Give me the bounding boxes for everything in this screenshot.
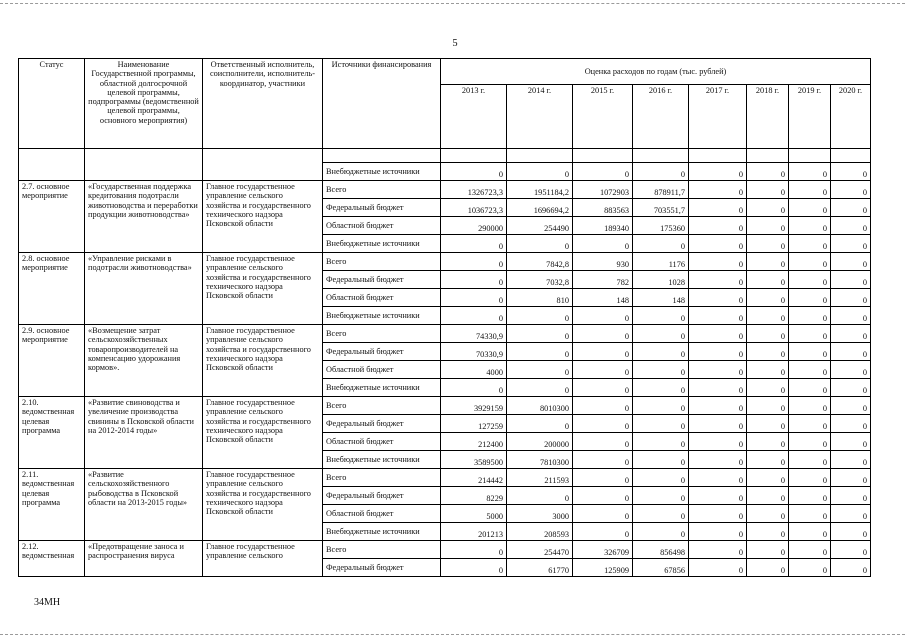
budget-table bbox=[18, 58, 871, 577]
value-cell: 878911,7 bbox=[633, 181, 689, 199]
value-cell: 0 bbox=[441, 559, 507, 577]
value-cell: 0 bbox=[689, 523, 747, 541]
value-cell: 0 bbox=[689, 487, 747, 505]
value-cell: 211593 bbox=[507, 469, 573, 487]
value-cell: 0 bbox=[689, 235, 747, 253]
value-cell: 0 bbox=[747, 379, 789, 397]
value-cell: 0 bbox=[441, 163, 507, 181]
source-cell: Внебюджетные источники bbox=[323, 451, 441, 469]
value-cell: 0 bbox=[633, 523, 689, 541]
value-cell: 0 bbox=[633, 235, 689, 253]
value-cell: 70330,9 bbox=[441, 343, 507, 361]
table-row bbox=[19, 253, 871, 271]
responsible-cell: Главное государственное управление сельского хозяйства и государственного технического надзора Псковской области bbox=[203, 397, 323, 469]
source-cell: Федеральный бюджет bbox=[323, 415, 441, 433]
source-cell: Федеральный бюджет bbox=[323, 271, 441, 289]
value-cell: 0 bbox=[573, 163, 633, 181]
source-cell: Областной бюджет bbox=[323, 217, 441, 235]
value-cell: 0 bbox=[689, 433, 747, 451]
value-cell: 0 bbox=[789, 163, 831, 181]
value-cell: 0 bbox=[747, 343, 789, 361]
value-cell: 0 bbox=[689, 289, 747, 307]
value-cell: 0 bbox=[747, 433, 789, 451]
value-cell: 0 bbox=[689, 217, 747, 235]
header-responsible: Ответственный исполнитель, соисполнители, исполнитель-координатор, участники bbox=[203, 59, 323, 149]
value-cell: 0 bbox=[789, 415, 831, 433]
value-cell: 0 bbox=[789, 379, 831, 397]
scan-edge-top bbox=[0, 3, 905, 4]
value-cell: 0 bbox=[789, 199, 831, 217]
value-cell: 0 bbox=[789, 217, 831, 235]
value-cell: 0 bbox=[747, 271, 789, 289]
source-cell: Всего bbox=[323, 325, 441, 343]
budget-body bbox=[19, 149, 871, 577]
value-cell: 0 bbox=[507, 325, 573, 343]
page-number: 5 bbox=[452, 38, 458, 49]
table-row bbox=[19, 469, 871, 487]
value-cell: 0 bbox=[507, 487, 573, 505]
value-cell: 0 bbox=[633, 163, 689, 181]
value-cell: 127259 bbox=[441, 415, 507, 433]
value-cell: 0 bbox=[689, 271, 747, 289]
status-cell: 2.12. ведомственная bbox=[19, 541, 85, 577]
value-cell: 254470 bbox=[507, 541, 573, 559]
value-cell: 0 bbox=[441, 253, 507, 271]
value-cell: 0 bbox=[633, 505, 689, 523]
footer-code: 34МН bbox=[34, 597, 61, 608]
value-cell: 0 bbox=[633, 487, 689, 505]
value-cell: 0 bbox=[831, 487, 871, 505]
value-cell: 0 bbox=[831, 163, 871, 181]
value-cell: 0 bbox=[831, 433, 871, 451]
value-cell: 0 bbox=[831, 541, 871, 559]
header-year: 2015 г. bbox=[573, 85, 633, 149]
value-cell: 5000 bbox=[441, 505, 507, 523]
value-cell: 0 bbox=[831, 469, 871, 487]
value-cell: 0 bbox=[573, 397, 633, 415]
value-cell: 0 bbox=[747, 199, 789, 217]
value-cell: 0 bbox=[747, 523, 789, 541]
value-cell: 782 bbox=[573, 271, 633, 289]
value-cell: 0 bbox=[831, 325, 871, 343]
value-cell: 0 bbox=[789, 307, 831, 325]
value-cell: 0 bbox=[689, 199, 747, 217]
value-cell: 0 bbox=[633, 397, 689, 415]
value-cell: 0 bbox=[573, 379, 633, 397]
responsible-cell: Главное государственное управление сельского хозяйства и государственного технического надзора Псковской области bbox=[203, 253, 323, 325]
value-cell: 0 bbox=[689, 559, 747, 577]
scan-edge-bottom bbox=[0, 634, 905, 635]
value-cell: 0 bbox=[747, 361, 789, 379]
value-cell: 0 bbox=[831, 379, 871, 397]
value-cell: 4000 bbox=[441, 361, 507, 379]
program-name-cell: «Развитие сельскохозяйственного рыбоводства в Псковской области на 2013-2015 годы» bbox=[85, 469, 203, 541]
source-cell: Федеральный бюджет bbox=[323, 343, 441, 361]
value-cell: 0 bbox=[633, 469, 689, 487]
value-cell: 0 bbox=[507, 307, 573, 325]
value-cell: 0 bbox=[507, 415, 573, 433]
responsible-cell: Главное государственное управление сельского хозяйства и государственного технического надзора Псковской области bbox=[203, 469, 323, 541]
value-cell: 0 bbox=[747, 235, 789, 253]
value-cell: 810 bbox=[507, 289, 573, 307]
value-cell: 0 bbox=[689, 397, 747, 415]
value-cell: 0 bbox=[789, 325, 831, 343]
value-cell: 0 bbox=[831, 307, 871, 325]
value-cell: 0 bbox=[441, 289, 507, 307]
source-cell: Федеральный бюджет bbox=[323, 559, 441, 577]
source-cell: Внебюджетные источники bbox=[323, 163, 441, 181]
value-cell: 0 bbox=[789, 397, 831, 415]
status-cell: 2.9. основное мероприятие bbox=[19, 325, 85, 397]
value-cell: 1072903 bbox=[573, 181, 633, 199]
value-cell: 0 bbox=[573, 325, 633, 343]
value-cell: 1951184,2 bbox=[507, 181, 573, 199]
source-cell: Областной бюджет bbox=[323, 505, 441, 523]
value-cell: 0 bbox=[789, 271, 831, 289]
value-cell: 703551,7 bbox=[633, 199, 689, 217]
value-cell: 0 bbox=[831, 343, 871, 361]
value-cell: 0 bbox=[747, 181, 789, 199]
value-cell: 0 bbox=[747, 415, 789, 433]
value-cell: 0 bbox=[831, 289, 871, 307]
value-cell: 0 bbox=[573, 343, 633, 361]
value-cell: 0 bbox=[573, 523, 633, 541]
value-cell: 326709 bbox=[573, 541, 633, 559]
value-cell: 0 bbox=[831, 523, 871, 541]
header-row-1 bbox=[19, 59, 871, 85]
value-cell: 0 bbox=[441, 541, 507, 559]
table-row bbox=[19, 325, 871, 343]
value-cell: 0 bbox=[747, 559, 789, 577]
value-cell: 0 bbox=[789, 523, 831, 541]
value-cell: 0 bbox=[507, 361, 573, 379]
value-cell: 0 bbox=[831, 217, 871, 235]
program-name-cell: «Предотвращение заноса и распространения вируса bbox=[85, 541, 203, 577]
value-cell: 61770 bbox=[507, 559, 573, 577]
value-cell: 0 bbox=[633, 307, 689, 325]
value-cell: 8010300 bbox=[507, 397, 573, 415]
value-cell: 0 bbox=[573, 235, 633, 253]
value-cell: 0 bbox=[789, 361, 831, 379]
value-cell: 0 bbox=[747, 397, 789, 415]
value-cell: 0 bbox=[789, 487, 831, 505]
status-cell: 2.10. ведомственная целевая программа bbox=[19, 397, 85, 469]
value-cell: 0 bbox=[747, 505, 789, 523]
program-name-cell: «Возмещение затрат сельскохозяйственных товаропроизводителей на компенсацию удорожания кормов». bbox=[85, 325, 203, 397]
value-cell: 856498 bbox=[633, 541, 689, 559]
value-cell: 883563 bbox=[573, 199, 633, 217]
value-cell: 0 bbox=[689, 469, 747, 487]
header-estimate: Оценка расходов по годам (тыс. рублей) bbox=[441, 59, 871, 85]
table-row bbox=[19, 397, 871, 415]
value-cell: 0 bbox=[633, 361, 689, 379]
value-cell: 0 bbox=[441, 379, 507, 397]
value-cell: 1176 bbox=[633, 253, 689, 271]
header-year: 2013 г. bbox=[441, 85, 507, 149]
value-cell: 0 bbox=[573, 361, 633, 379]
value-cell: 74330,9 bbox=[441, 325, 507, 343]
value-cell: 0 bbox=[689, 163, 747, 181]
value-cell: 0 bbox=[831, 559, 871, 577]
value-cell: 0 bbox=[831, 361, 871, 379]
header-sources: Источники финансирования bbox=[323, 59, 441, 149]
value-cell: 7032,8 bbox=[507, 271, 573, 289]
value-cell: 0 bbox=[633, 343, 689, 361]
header-gap-row bbox=[19, 149, 871, 163]
value-cell: 0 bbox=[689, 181, 747, 199]
value-cell: 0 bbox=[831, 235, 871, 253]
value-cell: 0 bbox=[831, 505, 871, 523]
value-cell: 930 bbox=[573, 253, 633, 271]
value-cell: 0 bbox=[747, 325, 789, 343]
header-year: 2020 г. bbox=[831, 85, 871, 149]
value-cell: 148 bbox=[633, 289, 689, 307]
value-cell: 0 bbox=[747, 289, 789, 307]
source-cell: Областной бюджет bbox=[323, 433, 441, 451]
source-cell: Федеральный бюджет bbox=[323, 199, 441, 217]
value-cell: 0 bbox=[789, 253, 831, 271]
value-cell: 0 bbox=[831, 271, 871, 289]
value-cell: 214442 bbox=[441, 469, 507, 487]
value-cell: 0 bbox=[831, 199, 871, 217]
source-cell: Внебюджетные источники bbox=[323, 307, 441, 325]
value-cell: 0 bbox=[573, 469, 633, 487]
value-cell: 0 bbox=[441, 235, 507, 253]
value-cell: 0 bbox=[507, 163, 573, 181]
header-name: Наименование Государственной программы, областной долгосрочной целевой программы, подпрограммы (ведомственной целевой программы, основного мероприятия) bbox=[85, 59, 203, 149]
value-cell: 1696694,2 bbox=[507, 199, 573, 217]
value-cell: 0 bbox=[789, 433, 831, 451]
source-cell: Внебюджетные источники bbox=[323, 379, 441, 397]
value-cell: 148 bbox=[573, 289, 633, 307]
value-cell: 1326723,3 bbox=[441, 181, 507, 199]
value-cell: 7842,8 bbox=[507, 253, 573, 271]
value-cell: 0 bbox=[689, 253, 747, 271]
value-cell: 0 bbox=[573, 487, 633, 505]
value-cell: 0 bbox=[573, 415, 633, 433]
value-cell: 0 bbox=[689, 541, 747, 559]
source-cell: Внебюджетные источники bbox=[323, 523, 441, 541]
header-year: 2016 г. bbox=[633, 85, 689, 149]
value-cell: 0 bbox=[789, 559, 831, 577]
value-cell: 0 bbox=[789, 541, 831, 559]
value-cell: 0 bbox=[633, 379, 689, 397]
header-year: 2019 г. bbox=[789, 85, 831, 149]
value-cell: 0 bbox=[789, 451, 831, 469]
header-year: 2014 г. bbox=[507, 85, 573, 149]
source-cell: Областной бюджет bbox=[323, 361, 441, 379]
value-cell: 3929159 bbox=[441, 397, 507, 415]
program-name-cell: «Управление рисками в подотрасли животноводства» bbox=[85, 253, 203, 325]
value-cell: 0 bbox=[789, 235, 831, 253]
value-cell: 0 bbox=[573, 505, 633, 523]
value-cell: 0 bbox=[633, 451, 689, 469]
source-cell: Всего bbox=[323, 541, 441, 559]
value-cell: 1028 bbox=[633, 271, 689, 289]
status-cell: 2.11. ведомственная целевая программа bbox=[19, 469, 85, 541]
source-cell: Внебюджетные источники bbox=[323, 235, 441, 253]
value-cell: 0 bbox=[789, 469, 831, 487]
value-cell: 0 bbox=[789, 181, 831, 199]
table-row bbox=[19, 541, 871, 559]
value-cell: 0 bbox=[441, 271, 507, 289]
value-cell: 125909 bbox=[573, 559, 633, 577]
value-cell: 0 bbox=[831, 415, 871, 433]
value-cell: 0 bbox=[441, 307, 507, 325]
value-cell: 201213 bbox=[441, 523, 507, 541]
value-cell: 200000 bbox=[507, 433, 573, 451]
value-cell: 212400 bbox=[441, 433, 507, 451]
value-cell: 0 bbox=[747, 307, 789, 325]
source-cell: Всего bbox=[323, 181, 441, 199]
value-cell: 0 bbox=[573, 433, 633, 451]
value-cell: 0 bbox=[689, 415, 747, 433]
value-cell: 0 bbox=[747, 487, 789, 505]
value-cell: 0 bbox=[689, 451, 747, 469]
value-cell: 0 bbox=[747, 469, 789, 487]
value-cell: 0 bbox=[573, 307, 633, 325]
value-cell: 3000 bbox=[507, 505, 573, 523]
value-cell: 7810300 bbox=[507, 451, 573, 469]
value-cell: 0 bbox=[689, 325, 747, 343]
value-cell: 0 bbox=[507, 235, 573, 253]
value-cell: 0 bbox=[831, 181, 871, 199]
responsible-cell: Главное государственное управление сельского bbox=[203, 541, 323, 577]
header-year: 2017 г. bbox=[689, 85, 747, 149]
header-year: 2018 г. bbox=[747, 85, 789, 149]
source-cell: Всего bbox=[323, 397, 441, 415]
value-cell: 0 bbox=[689, 361, 747, 379]
responsible-cell: Главное государственное управление сельского хозяйства и государственного технического надзора Псковской области bbox=[203, 181, 323, 253]
value-cell: 0 bbox=[689, 343, 747, 361]
value-cell: 0 bbox=[789, 289, 831, 307]
value-cell: 0 bbox=[689, 307, 747, 325]
value-cell: 0 bbox=[689, 379, 747, 397]
program-name-cell: «Государственная поддержка кредитования подотрасли животноводства и переработки продукции животноводства» bbox=[85, 181, 203, 253]
value-cell: 0 bbox=[573, 451, 633, 469]
responsible-cell: Главное государственное управление сельского хозяйства и государственного технического надзора Псковской области bbox=[203, 325, 323, 397]
value-cell: 208593 bbox=[507, 523, 573, 541]
source-cell: Федеральный бюджет bbox=[323, 487, 441, 505]
source-cell: Областной бюджет bbox=[323, 289, 441, 307]
value-cell: 0 bbox=[507, 343, 573, 361]
value-cell: 0 bbox=[633, 325, 689, 343]
value-cell: 290000 bbox=[441, 217, 507, 235]
source-cell: Всего bbox=[323, 253, 441, 271]
value-cell: 0 bbox=[831, 397, 871, 415]
value-cell: 0 bbox=[507, 379, 573, 397]
value-cell: 67856 bbox=[633, 559, 689, 577]
status-cell: 2.7. основное мероприятие bbox=[19, 181, 85, 253]
status-cell: 2.8. основное мероприятие bbox=[19, 253, 85, 325]
value-cell: 0 bbox=[831, 451, 871, 469]
value-cell: 3589500 bbox=[441, 451, 507, 469]
value-cell: 8229 bbox=[441, 487, 507, 505]
value-cell: 0 bbox=[747, 163, 789, 181]
value-cell: 0 bbox=[789, 505, 831, 523]
value-cell: 0 bbox=[689, 505, 747, 523]
carryover-row bbox=[19, 163, 871, 181]
value-cell: 0 bbox=[633, 415, 689, 433]
value-cell: 0 bbox=[633, 433, 689, 451]
table-row bbox=[19, 181, 871, 199]
value-cell: 254490 bbox=[507, 217, 573, 235]
value-cell: 175360 bbox=[633, 217, 689, 235]
value-cell: 0 bbox=[789, 343, 831, 361]
program-name-cell: «Развитие свиноводства и увеличение производства свинины в Псковской области на 2012-2014 годы» bbox=[85, 397, 203, 469]
value-cell: 1036723,3 bbox=[441, 199, 507, 217]
value-cell: 0 bbox=[747, 451, 789, 469]
value-cell: 0 bbox=[747, 253, 789, 271]
value-cell: 0 bbox=[831, 253, 871, 271]
value-cell: 0 bbox=[747, 541, 789, 559]
value-cell: 189340 bbox=[573, 217, 633, 235]
source-cell: Всего bbox=[323, 469, 441, 487]
value-cell: 0 bbox=[747, 217, 789, 235]
header-status: Статус bbox=[19, 59, 85, 149]
